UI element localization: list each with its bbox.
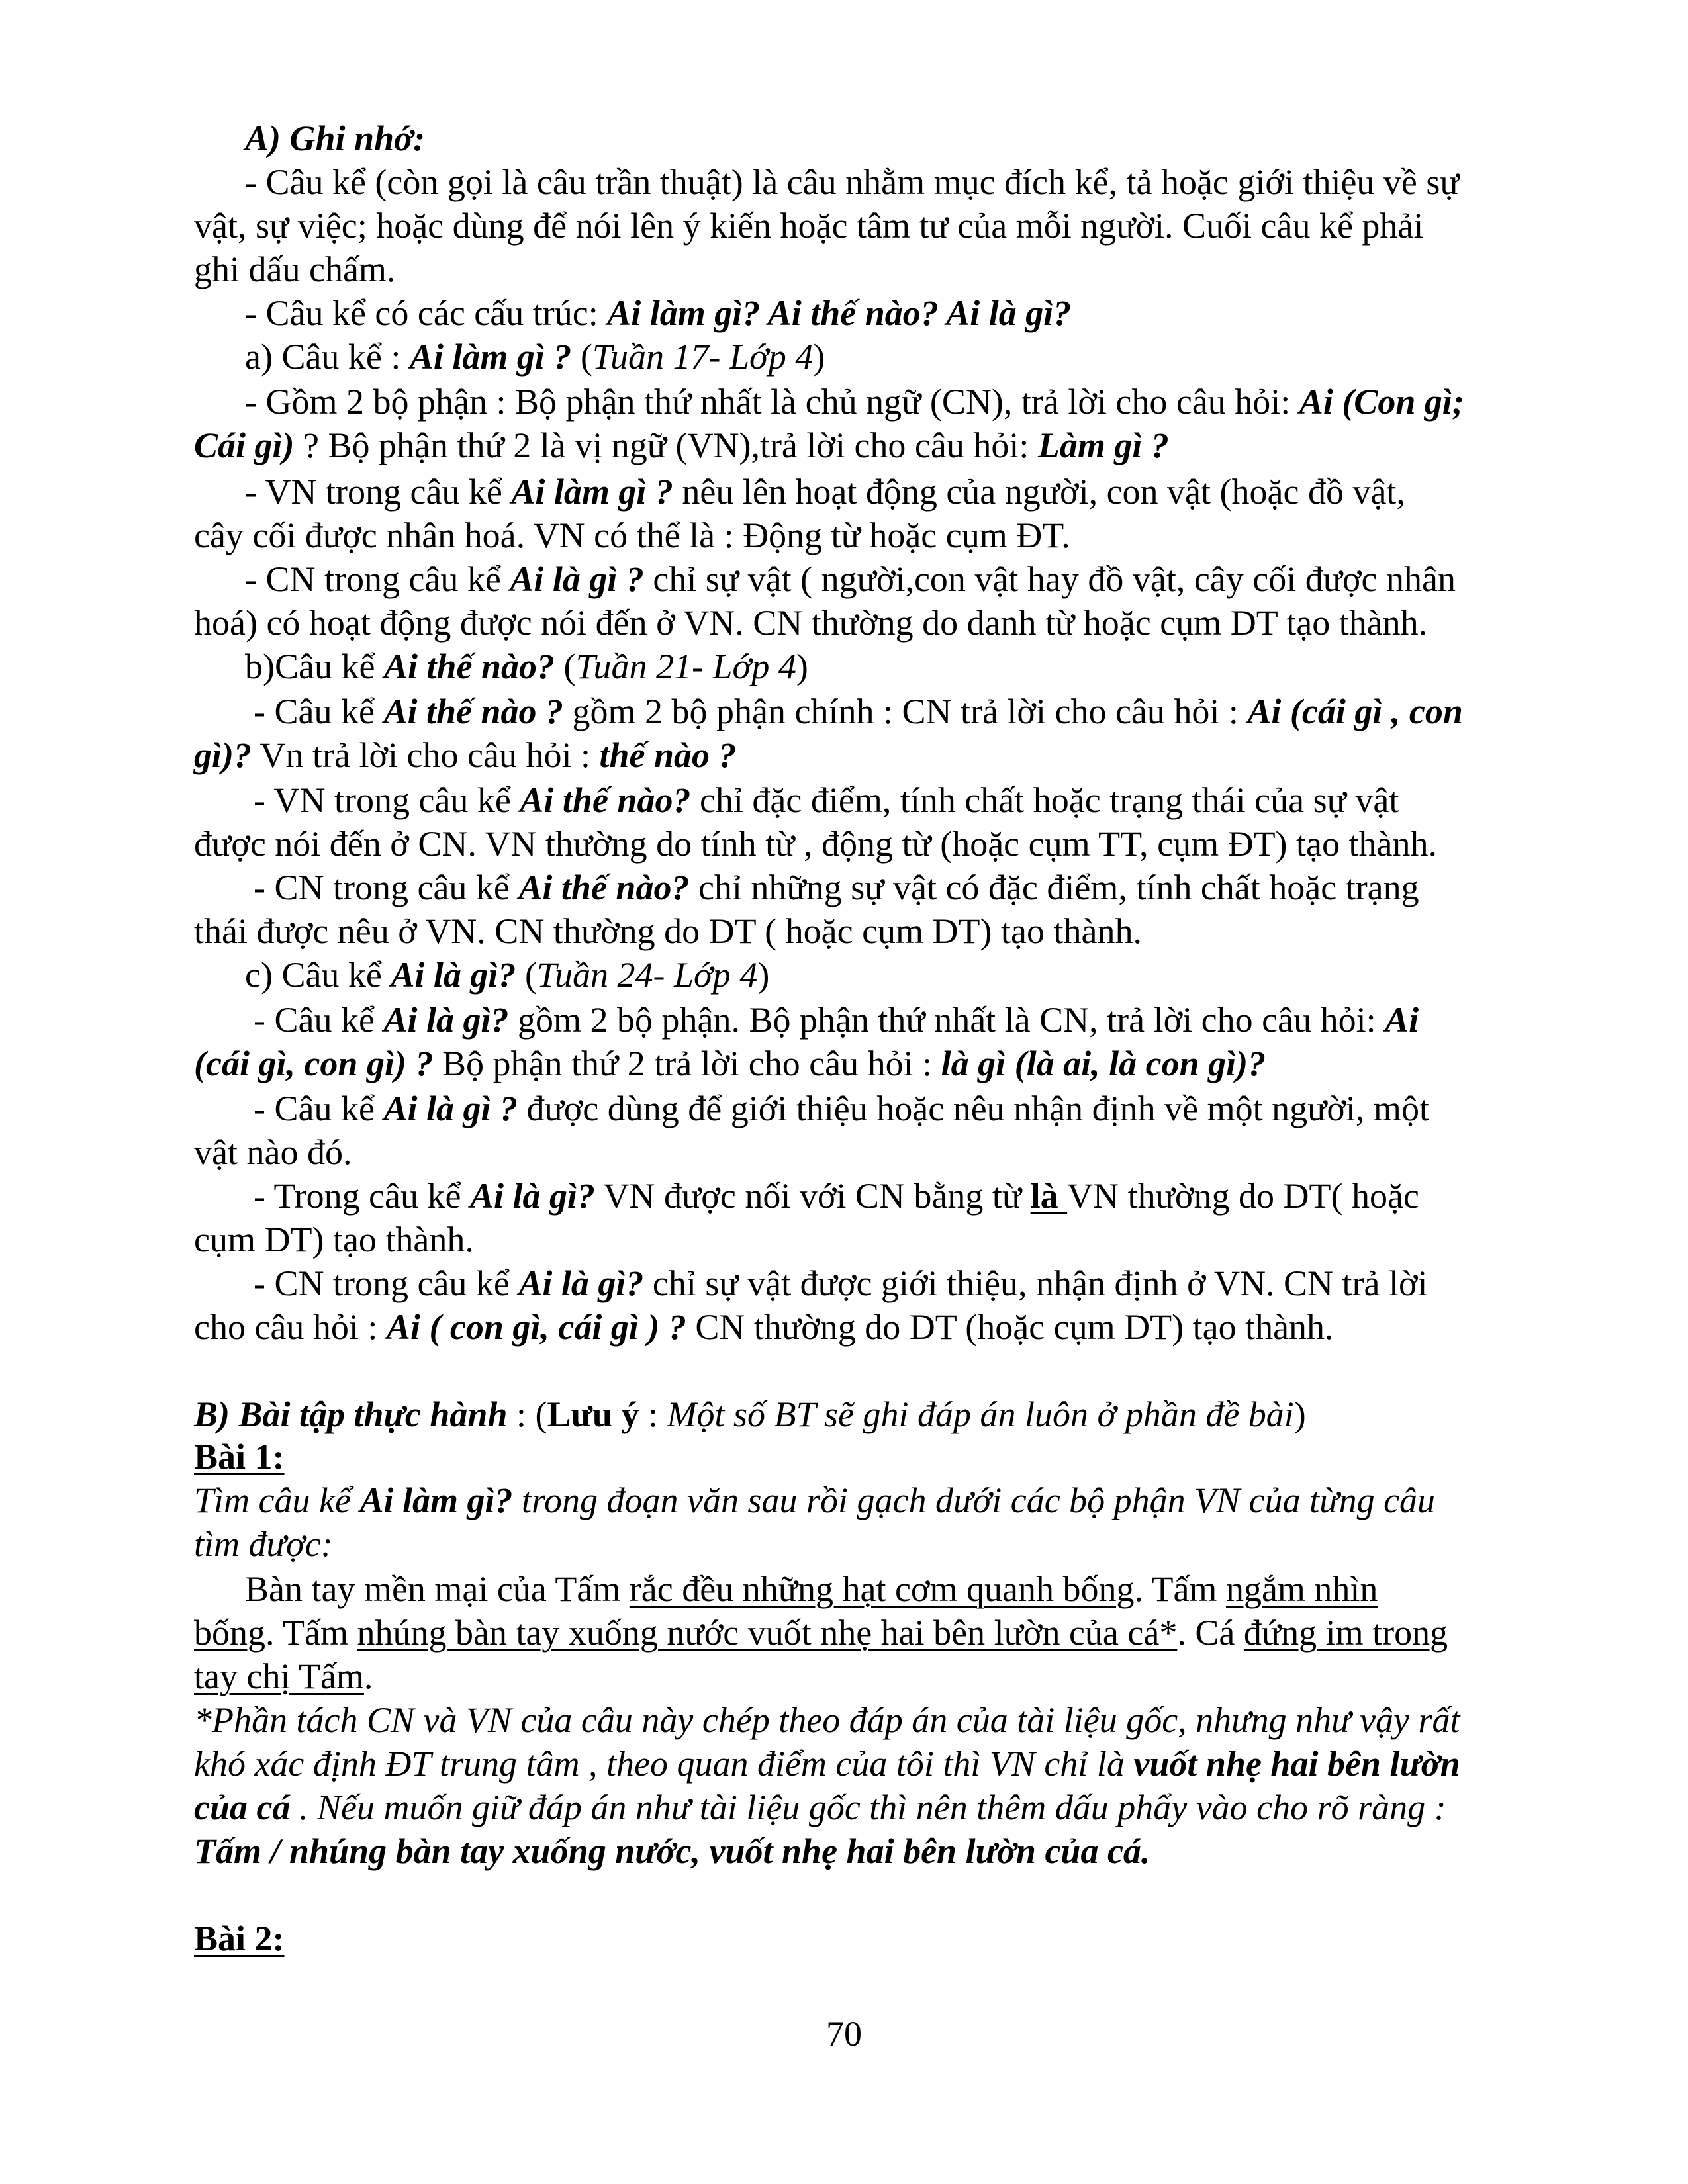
paragraph-line: Cái gì) ? Bộ phận thứ 2 là vị ngữ (VN),trả lời cho câu hỏi: Làm gì ? (194, 426, 1169, 465)
section-a-heading: A) Ghi nhớ: (245, 118, 426, 158)
paragraph-line: hoá) có hoạt động được nói đến ở VN. CN thường do danh từ hoặc cụm DT tạo thành. (194, 603, 1428, 643)
paragraph-line: - Câu kể Ai thế nào ? gồm 2 bộ phận chính : CN trả lời cho câu hỏi : Ai (cái gì , con (254, 692, 1463, 731)
exercise-1-text: Bàn tay mền mại của Tấm rắc đều những hạt cơm quanh bống. Tấm ngắm nhìn (245, 1569, 1378, 1609)
paragraph-line: cụm DT) tạo thành. (194, 1220, 474, 1259)
paragraph-line: ghi dấu chấm. (194, 250, 396, 289)
paragraph-line: gì)? Vn trả lời cho câu hỏi : thế nào ? (194, 735, 737, 775)
paragraph-line: - Câu kể Ai là gì ? được dùng để giới thiệu hoặc nêu nhận định về một người, một (254, 1089, 1429, 1128)
exercise-1-note: *Phần tách CN và VN của câu này chép theo đáp án của tài liệu gốc, nhưng như vậy rất (194, 1700, 1460, 1740)
subheading-b: b)Câu kể Ai thế nào? (Tuần 21- Lớp 4) (245, 647, 808, 686)
subheading-c: c) Câu kể Ai là gì? (Tuần 24- Lớp 4) (245, 955, 770, 995)
paragraph-line: cho câu hỏi : Ai ( con gì, cái gì ) ? CN thường do DT (hoặc cụm DT) tạo thành. (194, 1307, 1334, 1347)
exercise-1-task: Tìm câu kể Ai làm gì? trong đoạn văn sau rồi gạch dưới các bộ phận VN của từng câu (194, 1480, 1436, 1520)
section-b-heading: B) Bài tập thực hành : (Lưu ý : Một số BT sẽ ghi đáp án luôn ở phần đề bài) (194, 1394, 1306, 1434)
paragraph-line: - VN trong câu kể Ai làm gì ? nêu lên hoạt động của người, con vật (hoặc đồ vật, (245, 472, 1405, 512)
paragraph-line: thái được nêu ở VN. CN thường do DT ( hoặc cụm DT) tạo thành. (194, 911, 1142, 951)
exercise-1-task: tìm được: (194, 1524, 333, 1564)
paragraph-line: - CN trong câu kể Ai là gì ? chỉ sự vật ( người,con vật hay đồ vật, cây cối được nhân (245, 559, 1456, 599)
exercise-1-title: Bài 1: (194, 1437, 285, 1477)
paragraph-line: - CN trong câu kể Ai là gì? chỉ sự vật được giới thiệu, nhận định ở VN. CN trả lời (254, 1263, 1428, 1303)
paragraph-line: vật nào đó. (194, 1132, 352, 1172)
exercise-2-title: Bài 2: (194, 1919, 285, 1958)
exercise-1-note: khó xác định ĐT trung tâm , theo quan điểm của tôi thì VN chỉ là vuốt nhẹ hai bên lườn (194, 1744, 1460, 1784)
paragraph-line: - CN trong câu kể Ai thế nào? chỉ những sự vật có đặc điểm, tính chất hoặc trạng (254, 868, 1419, 907)
exercise-1-note: của cá . Nếu muốn giữ đáp án như tài liệu gốc thì nên thêm dấu phẩy vào cho rõ ràng : (194, 1788, 1446, 1827)
paragraph-line: - Gồm 2 bộ phận : Bộ phận thứ nhất là chủ ngữ (CN), trả lời cho câu hỏi: Ai (Con gì; (245, 382, 1464, 422)
exercise-1-text: tay chị Tấm. (194, 1657, 373, 1696)
paragraph-line: - VN trong câu kể Ai thế nào? chỉ đặc điểm, tính chất hoặc trạng thái của sự vật (254, 780, 1399, 820)
paragraph-line: được nói đến ở CN. VN thường do tính từ , động từ (hoặc cụm TT, cụm ĐT) tạo thành. (194, 824, 1437, 864)
subheading-a: a) Câu kể : Ai làm gì ? (Tuần 17- Lớp 4) (245, 337, 825, 377)
exercise-1-note: Tấm / nhúng bàn tay xuống nước, vuốt nhẹ hai bên lườn của cá. (194, 1831, 1150, 1871)
paragraph-line: cây cối được nhân hoá. VN có thể là : Động từ hoặc cụm ĐT. (194, 516, 1070, 555)
paragraph-line: (cái gì, con gì) ? Bộ phận thứ 2 trả lời cho câu hỏi : là gì (là ai, là con gì)? (194, 1044, 1266, 1083)
page-number: 70 (826, 2014, 862, 2054)
paragraph-line: vật, sự việc; hoặc dùng để nói lên ý kiến hoặc tâm tư của mỗi người. Cuối câu kể phải (194, 206, 1424, 246)
exercise-1-text: bống. Tấm nhúng bàn tay xuống nước vuốt nhẹ hai bên lườn của cá*. Cá đứng im trong (194, 1613, 1448, 1653)
paragraph-line: - Trong câu kể Ai là gì? VN được nối với CN bằng từ là VN thường do DT( hoặc (254, 1176, 1419, 1216)
paragraph-line: - Câu kể (còn gọi là câu trần thuật) là câu nhằm mục đích kể, tả hoặc giới thiệu về sự (245, 162, 1460, 202)
paragraph-line: - Câu kể có các cấu trúc: Ai làm gì? Ai thế nào? Ai là gì? (245, 293, 1072, 333)
paragraph-line: - Câu kể Ai là gì? gồm 2 bộ phận. Bộ phận thứ nhất là CN, trả lời cho câu hỏi: Ai (254, 1000, 1419, 1040)
